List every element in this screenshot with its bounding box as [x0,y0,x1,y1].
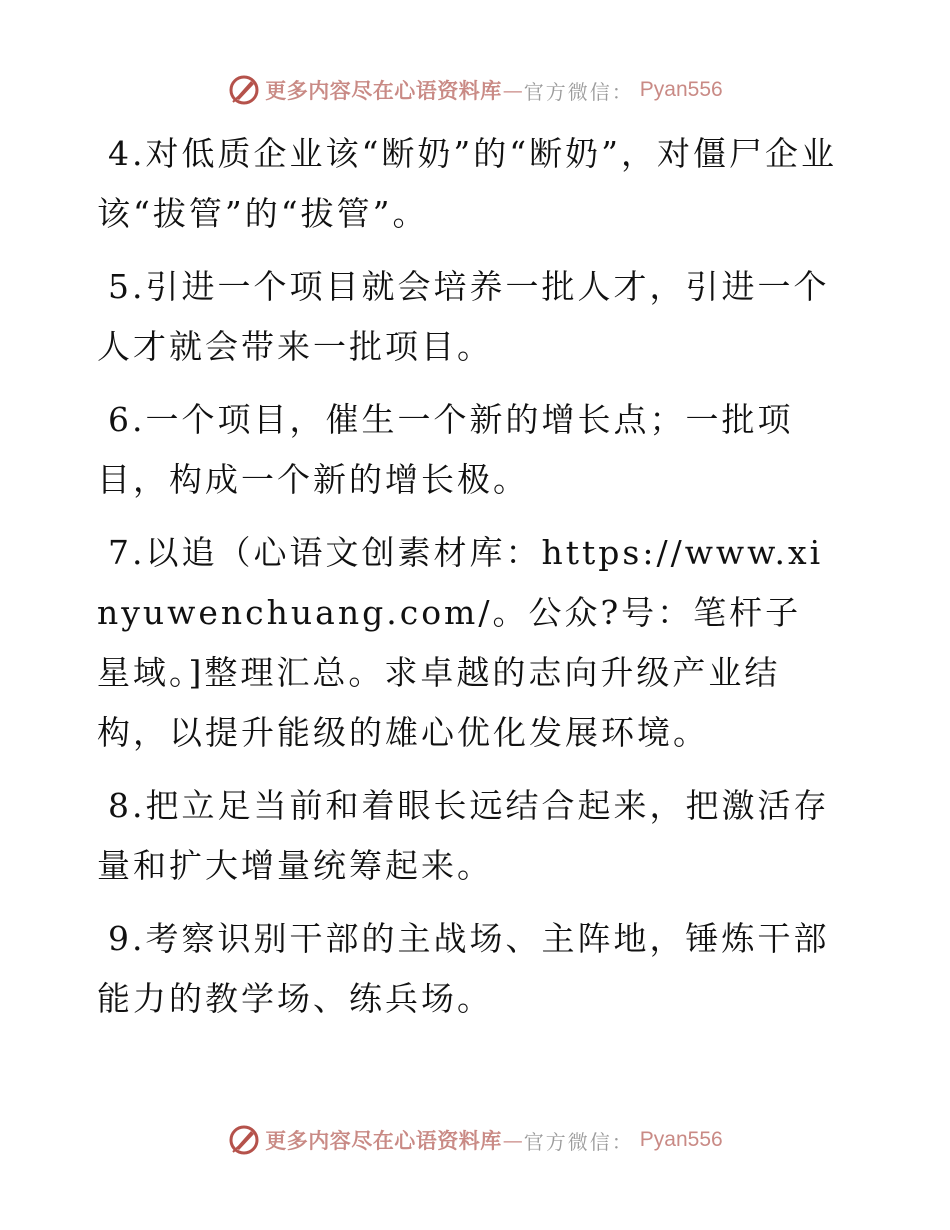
list-item [97,909,837,1029]
item-text: 以追（心语文创素材库：https://www.xinyuwenchuang.com/。公众?号：笔杆子星域。]整理汇总。求卓越的志向升级产业结构，以提升能级的雄心优化发展环境。 [97,533,824,752]
item-number: 8. [108,786,146,825]
header-watermark [0,70,950,110]
list-item [97,776,837,896]
item-text: 考察识别干部的主战场、主阵地，锤炼干部能力的教学场、练兵场。 [97,919,830,1018]
item-text: 一个项目，催生一个新的增长点；一批项目，构成一个新的增长极。 [97,400,794,499]
item-number: 9. [108,919,146,958]
quill-logo-icon [227,73,261,107]
list-item [97,523,837,763]
watermark-wechat-id: Pyan556 [639,1128,723,1151]
list-item [97,124,837,244]
watermark-dash: — [502,1128,523,1152]
watermark-main-text: 更多内容尽在心语资料库 [265,1128,502,1153]
item-text: 对低质企业该“断奶”的“断奶”，对僵尸企业该“拔管”的“拔管”。 [97,134,837,233]
item-number: 7. [108,533,146,572]
watermark-wechat-label: 官方微信： [523,1129,634,1154]
watermark-main-text: 更多内容尽在心语资料库 [265,78,502,103]
item-text: 引进一个项目就会培养一批人才，引进一个人才就会带来一批项目。 [97,267,830,366]
footer-watermark [0,1120,950,1160]
watermark-dash: — [502,78,523,102]
item-number: 5. [108,267,146,306]
watermark-wechat-id: Pyan556 [639,78,723,101]
watermark-wechat-label: 官方微信： [523,79,634,104]
quill-logo-icon [227,1123,261,1157]
item-text: 把立足当前和着眼长远结合起来，把激活存量和扩大增量统筹起来。 [97,786,830,885]
list-item [97,257,837,377]
list-item [97,390,837,510]
item-number: 6. [108,400,146,439]
document-body [97,124,837,1042]
item-number: 4. [108,134,146,173]
